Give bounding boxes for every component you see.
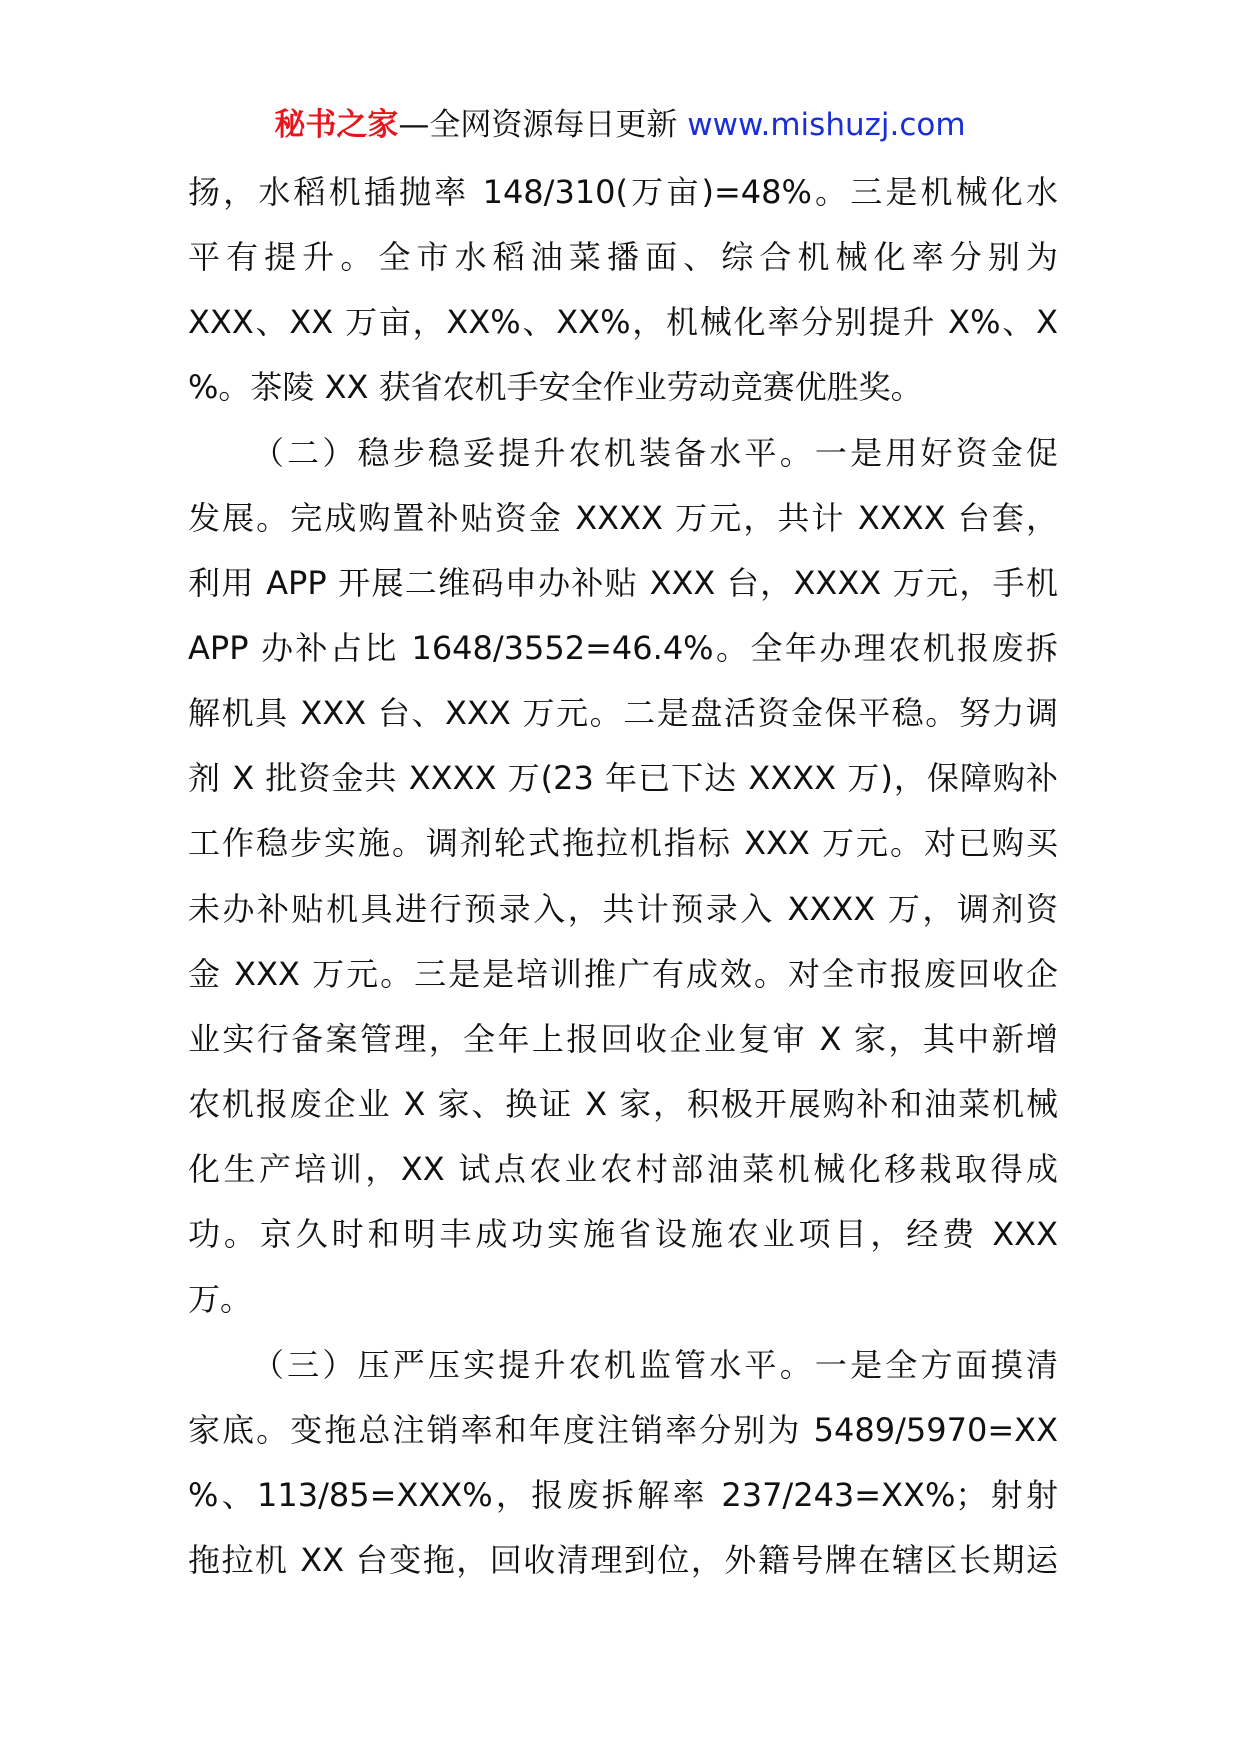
section-heading-3-line: （三）压严压实提升农机监管水平。一是全方面摸清 xyxy=(252,1345,1058,1384)
text-line-9: 解机具 XXX 台、XXX 万元。二是盘活资金保平稳。努力调 xyxy=(188,694,1058,733)
text-line-1: 扬，水稻机插抛率 148/310(万亩)=48%。三是机械化水 xyxy=(188,173,1058,211)
text-line-2: 平有提升。全市水稻油菜播面、综合机械化率分别为 xyxy=(188,238,1058,277)
text-line-10: 剂 X 批资金共 XXXX 万(23 年已下达 XXXX 万)，保障购补 xyxy=(188,759,1058,798)
section-heading-2-line: （二）稳步稳妥提升农机装备水平。一是用好资金促 xyxy=(252,433,1058,472)
text-line-16: 化生产培训，XX 试点农业农村部油菜机械化移栽取得成 xyxy=(188,1150,1058,1189)
site-header-banner xyxy=(0,100,1240,150)
text-line-6: 发展。完成购置补贴资金 XXXX 万元，共计 XXXX 台套， xyxy=(188,498,1058,537)
text-line-17: 功。京久时和明丰成功实施省设施农业项目，经费 XXX xyxy=(188,1215,1058,1254)
text-line-7: 利用 APP 开展二维码申办补贴 XXX 台，XXXX 万元，手机 xyxy=(188,563,1058,602)
site-brand-name: 秘书之家 xyxy=(274,107,399,143)
site-tagline: —全网资源每日更新 xyxy=(398,107,688,143)
text-line-15: 农机报废企业 X 家、换证 X 家，积极开展购补和油菜机械 xyxy=(188,1084,1058,1123)
text-line-4: %。茶陵 XX 获省农机手安全作业劳动竞赛优胜奖。 xyxy=(188,368,923,407)
text-line-11: 工作稳步实施。调剂轮式拖拉机指标 XXX 万元。对已购买 xyxy=(188,824,1058,863)
text-line-8: APP 办补占比 1648/3552=46.4%。全年办理农机报废拆 xyxy=(188,628,1058,667)
text-line-13: 金 XXX 万元。三是是培训推广有成效。对全市报废回收企 xyxy=(188,954,1058,993)
text-line-21: %、113/85=XXX%，报废拆解率 237/243=XX%；射射 xyxy=(188,1475,1058,1514)
document-body xyxy=(188,160,1058,1593)
text-line-14: 业实行备案管理，全年上报回收企业复审 X 家，其中新增 xyxy=(188,1019,1058,1058)
site-url-link[interactable]: www.mishuzj.com xyxy=(687,107,966,143)
text-line-3: XXX、XX 万亩，XX%、XX%，机械化率分别提升 X%、X xyxy=(188,303,1058,342)
text-line-18: 万。 xyxy=(188,1280,253,1319)
text-line-12: 未办补贴机具进行预录入，共计预录入 XXXX 万，调剂资 xyxy=(188,889,1058,928)
text-line-22: 拖拉机 XX 台变拖，回收清理到位，外籍号牌在辖区长期运 xyxy=(188,1540,1058,1579)
text-line-20: 家底。变拖总注销率和年度注销率分别为 5489/5970=XX xyxy=(188,1410,1058,1449)
